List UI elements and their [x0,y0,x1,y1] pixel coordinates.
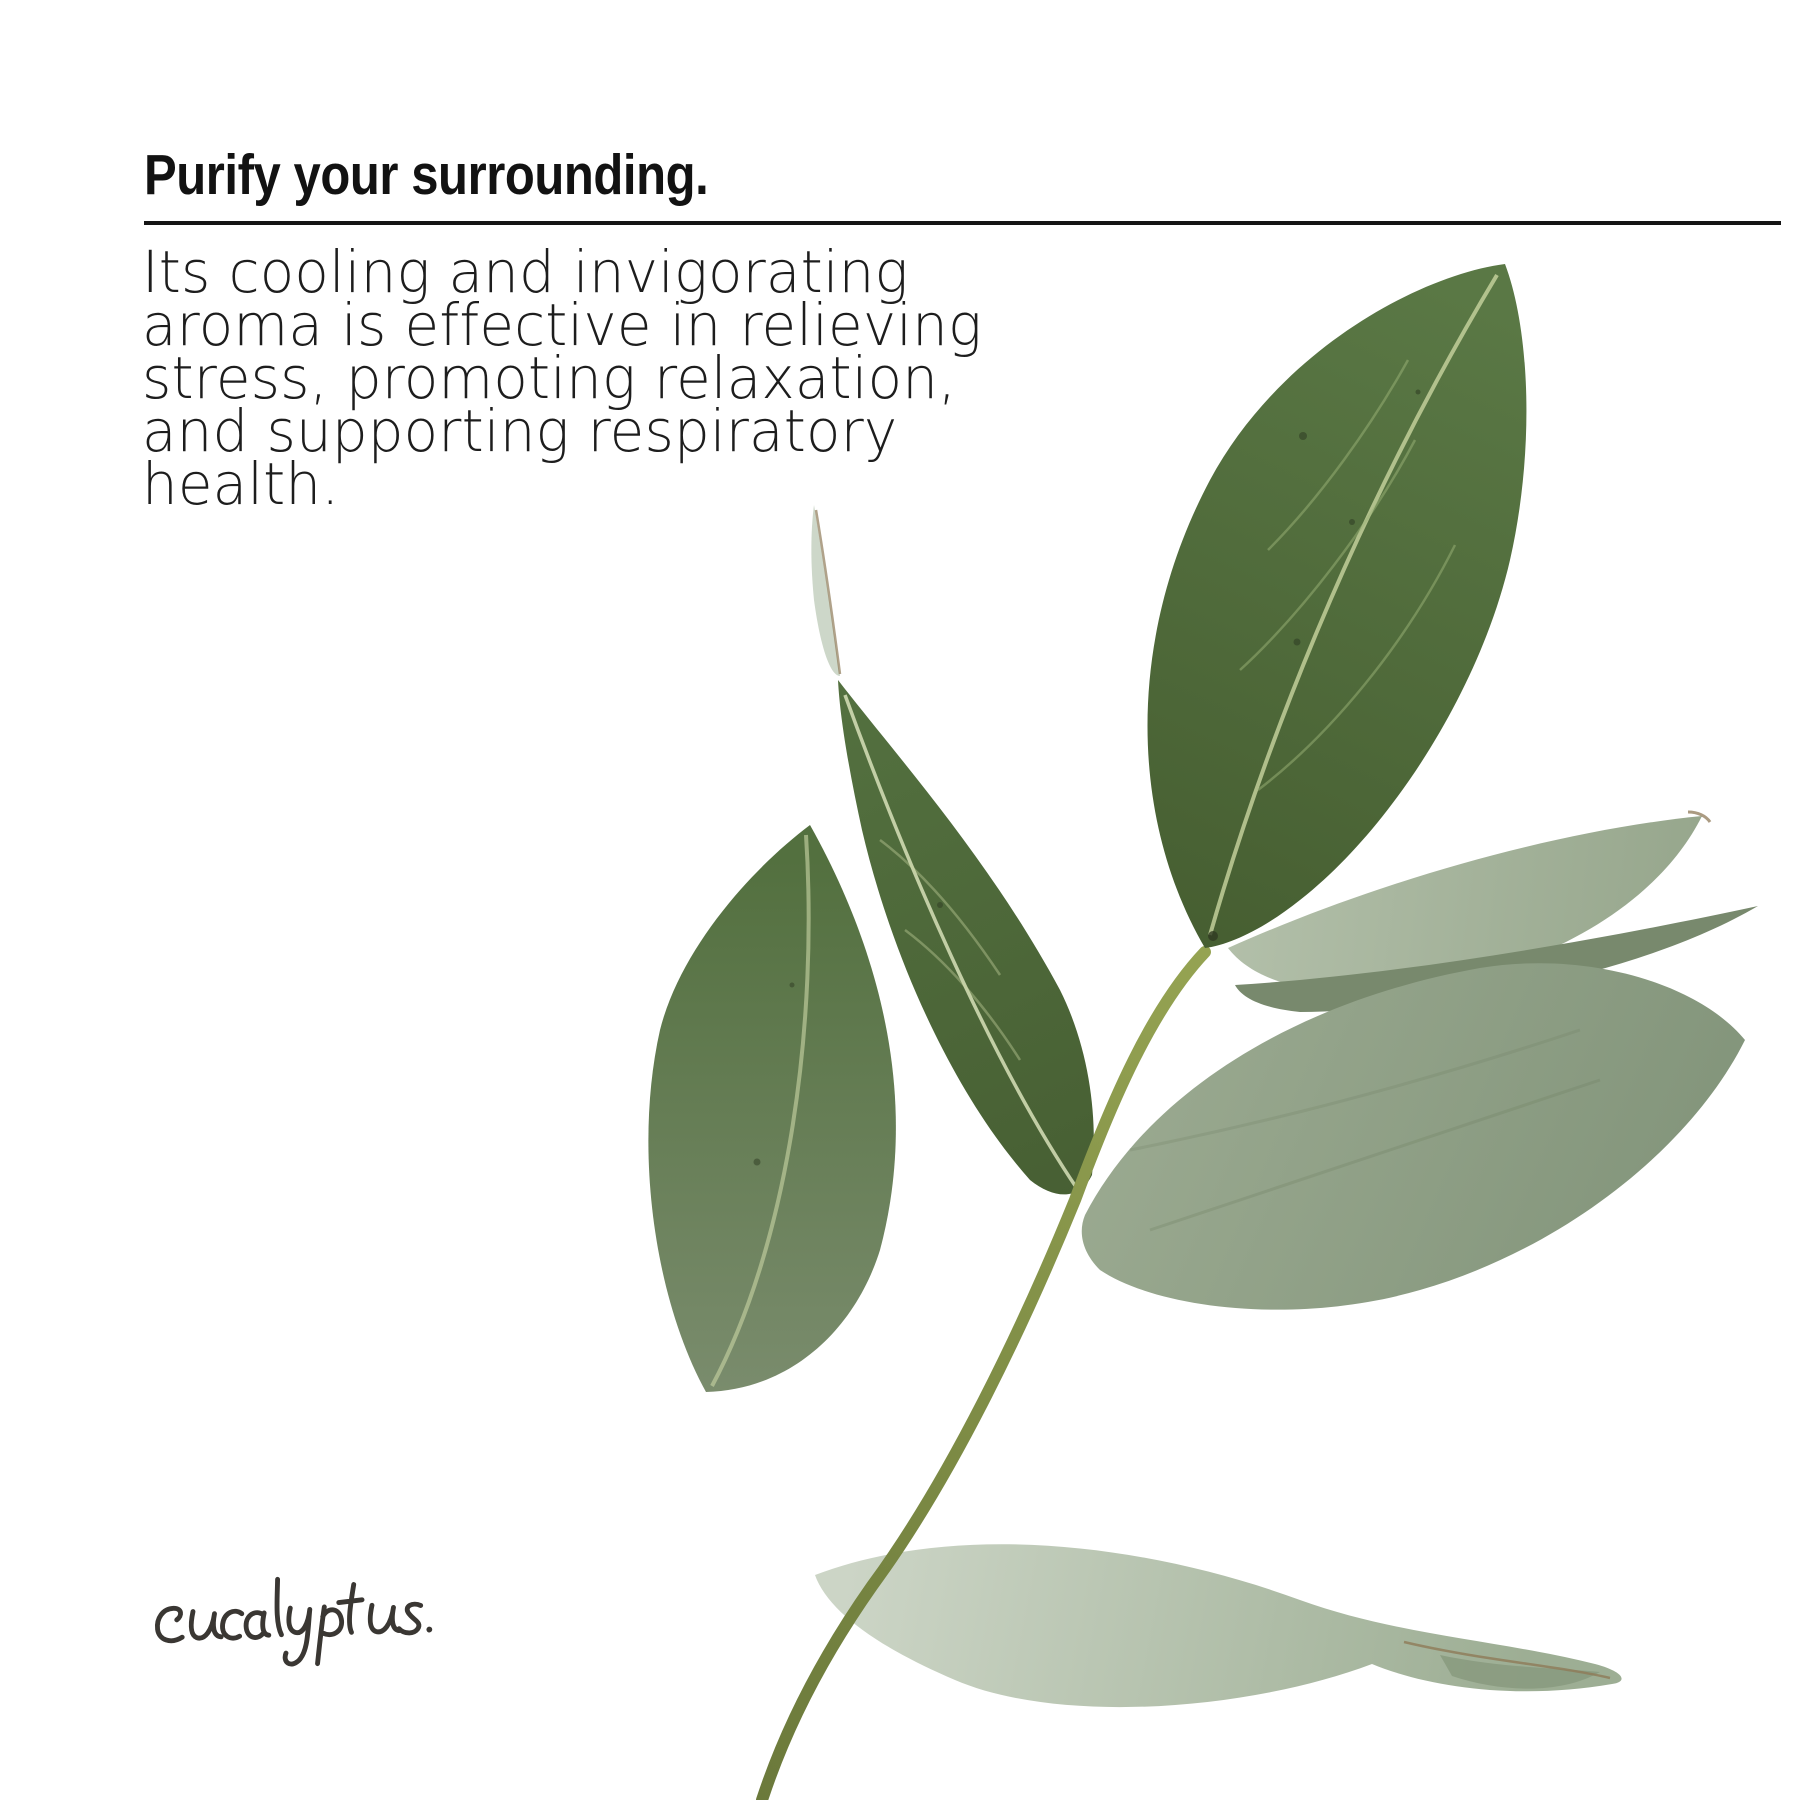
handwritten-signature [140,1562,436,1680]
letter-u [370,1604,399,1632]
pale-leaf-lower [1082,963,1745,1309]
leaf-spot [1416,390,1421,395]
letter-y [283,1607,311,1664]
dark-leaf-left [648,825,896,1392]
dark-leaf-top [1148,264,1527,948]
body-line: aroma is effective in relieving [142,291,982,359]
page-title: Purify your surrounding. [144,143,709,207]
petiole-dot [1208,931,1218,941]
letter-a [246,1612,269,1638]
leaf-spot [754,1159,761,1166]
body-line: stress, promoting relaxation, [142,344,957,412]
leaf-spot [937,902,943,908]
body-line: health. [142,450,340,518]
handwriting-strokes [156,1574,423,1669]
letter-e [157,1608,183,1641]
leaf-spot [1294,639,1301,646]
letter-p [316,1606,343,1663]
leaf-spot [790,983,795,988]
body-line: and supporting respiratory [142,397,898,465]
leaf-spot [1349,519,1355,525]
period-dot [426,1627,432,1633]
letter-u [191,1611,221,1639]
body-line: Its cooling and invigorating [142,238,909,306]
leaf-spot [1299,432,1307,440]
letter-l [276,1579,281,1635]
letter-c [222,1611,243,1638]
letter-s [398,1604,421,1633]
